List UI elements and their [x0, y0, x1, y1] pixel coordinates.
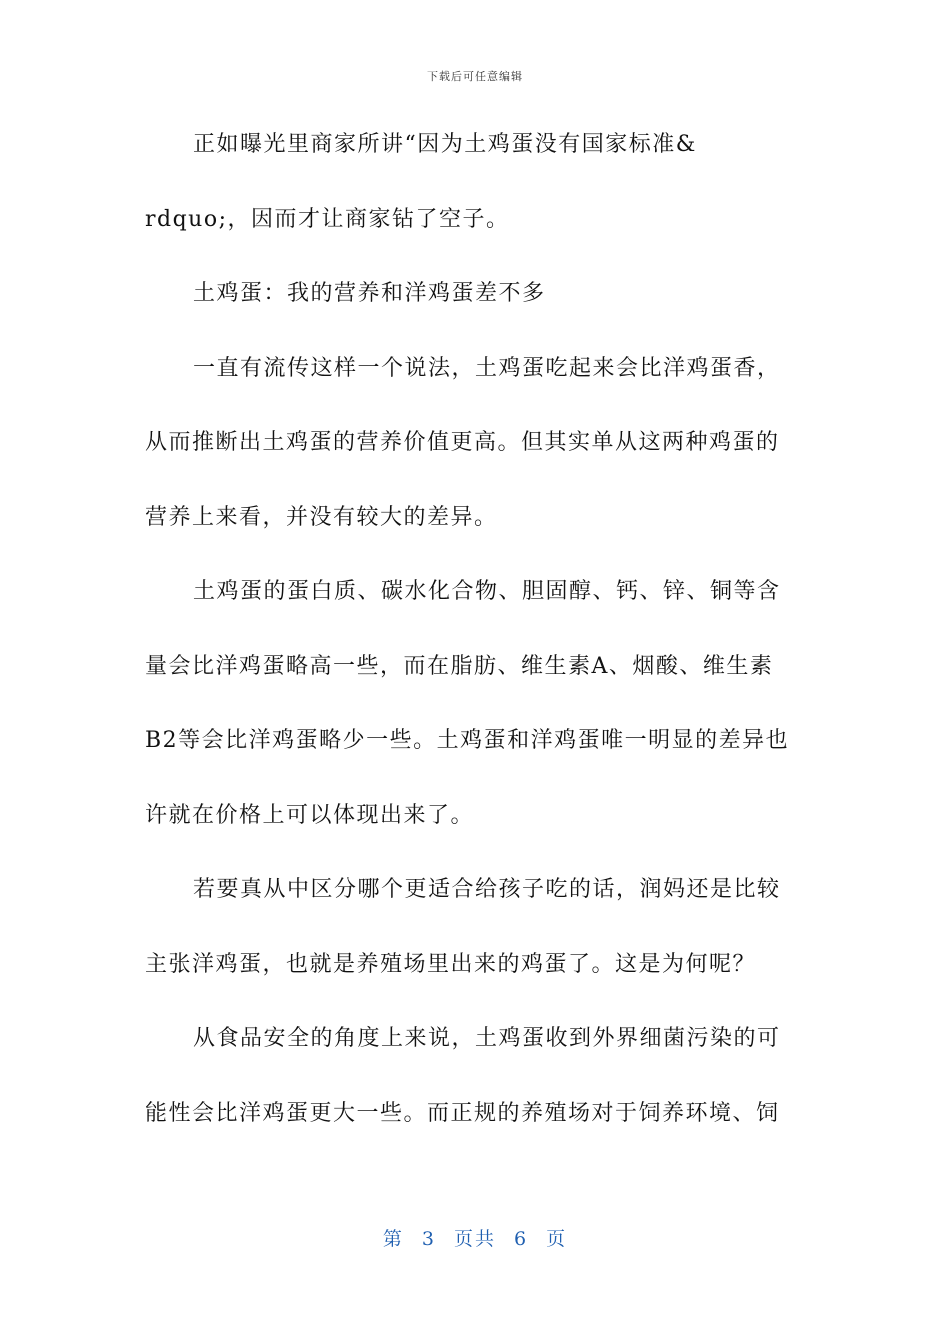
footer-current-page: 3 — [421, 1228, 436, 1250]
text-line: 一直有流传这样一个说法，土鸡蛋吃起来会比洋鸡蛋香， — [193, 355, 781, 381]
text-line: 能性会比洋鸡蛋更大一些。而正规的养殖场对于饲养环境、饲 — [145, 1100, 780, 1126]
text-line: 若要真从中区分哪个更适合给孩子吃的话，润妈还是比较 — [193, 877, 781, 902]
section-heading: 土鸡蛋：我的营养和洋鸡蛋差不多 — [193, 281, 546, 306]
text-line: 主张洋鸡蛋，也就是养殖场里出来的鸡蛋了。这是为何呢？ — [145, 951, 757, 977]
text-line: 营养上来看，并没有较大的差异。 — [145, 504, 498, 530]
text-line: 从而推断出土鸡蛋的营养价值更高。但其实单从这两种鸡蛋的 — [145, 430, 780, 455]
body-text — [145, 118, 805, 1161]
footer-label-page: 第 — [382, 1228, 404, 1250]
text-line: B2等会比洋鸡蛋略少一些。土鸡蛋和洋鸡蛋唯一明显的差异也 — [145, 728, 790, 753]
footer-label-of: 页共 — [453, 1228, 496, 1250]
text-line: 正如曝光里商家所讲“因为土鸡蛋没有国家标准& — [193, 132, 697, 157]
page-footer — [0, 1224, 950, 1251]
header-note: 下载后可任意编辑 — [427, 70, 523, 83]
footer-label-end: 页 — [546, 1228, 568, 1250]
text-line: 土鸡蛋的蛋白质、碳水化合物、胆固醇、钙、锌、铜等含 — [193, 579, 781, 604]
footer-total-pages: 6 — [514, 1228, 529, 1250]
text-line: rdquo;，因而才让商家钻了空子。 — [145, 206, 510, 232]
text-line: 许就在价格上可以体现出来了。 — [145, 802, 475, 828]
text-line: 量会比洋鸡蛋略高一些，而在脂肪、维生素A、烟酸、维生素 — [145, 653, 774, 679]
text-line: 从食品安全的角度上来说，土鸡蛋收到外界细菌污染的可 — [193, 1026, 781, 1051]
